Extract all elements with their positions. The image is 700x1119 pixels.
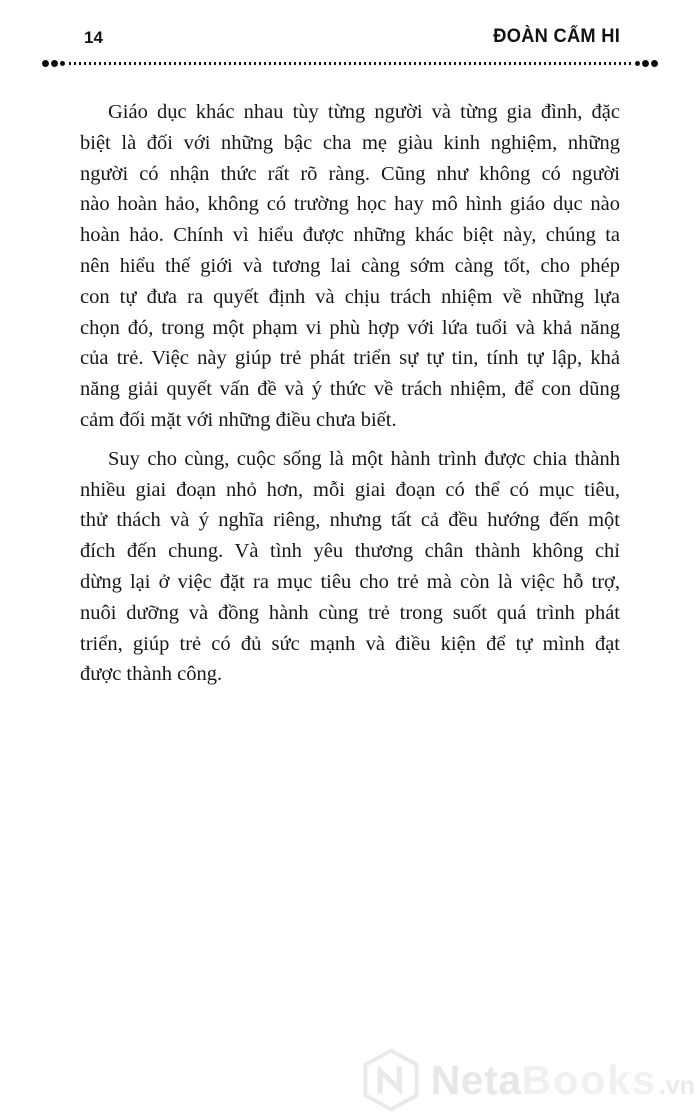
text-line: nên hiểu thế giới và tương lai càng sớm càng tốt, cho phép <box>80 254 620 277</box>
netabooks-watermark <box>359 1047 695 1113</box>
text-line: biệt là đối với những bậc cha mẹ giàu kinh nghiệm, những <box>80 131 620 154</box>
text-line: năng giải quyết vấn đề và ý thức về trách nhiệm, để con dũng <box>80 378 620 401</box>
hexagon-n-logo-icon <box>359 1047 423 1113</box>
text-line: của trẻ. Việc này giúp trẻ phát triển sự tự tin, tính tự lập, khả <box>80 347 620 370</box>
text-line: đích đến chung. Và tình yêu thương chân thành không chỉ <box>80 540 620 563</box>
text-line: Suy cho cùng, cuộc sống là một hành trình được chia thành <box>108 447 620 470</box>
paragraph-2 <box>80 444 620 690</box>
text-line: hoàn hảo. Chính vì hiểu được những khác biệt này, chúng ta <box>80 224 620 247</box>
text-line: triển, giúp trẻ có đủ sức mạnh và điều kiện để tự mình đạt <box>80 632 620 655</box>
header-divider <box>42 59 658 67</box>
text-line: thử thách và ý nghĩa riêng, nhưng tất cả đều hướng đến một <box>80 509 620 532</box>
divider-dotted-line <box>69 62 631 65</box>
text-line: nuôi dưỡng và đồng hành cùng trẻ trong suốt quá trình phát <box>80 601 620 624</box>
divider-right-dots <box>635 60 658 67</box>
text-line: nào hoàn hảo, không có trường học hay mô hình giáo dục nào <box>80 193 620 216</box>
watermark-books: Books <box>521 1056 657 1103</box>
page-number: 14 <box>84 28 103 47</box>
text-line: cảm đối mặt với những điều chưa biết. <box>80 408 397 431</box>
page-header <box>0 0 700 48</box>
watermark-brand-text <box>431 1057 695 1104</box>
watermark-tld: .vn <box>658 1071 695 1100</box>
text-line: Giáo dục khác nhau tùy từng người và từng gia đình, đặc <box>108 101 620 123</box>
text-line: được thành công. <box>80 663 223 686</box>
watermark-neta: Neta <box>430 1056 522 1103</box>
paragraph-1 <box>80 97 620 436</box>
text-line: chọn đó, trong một phạm vi phù hợp với lứa tuổi và khả năng <box>80 316 620 339</box>
text-line: dừng lại ở việc đặt ra mục tiêu cho trẻ mà còn là việc hỗ trợ, <box>80 570 620 593</box>
text-line: nhiều giai đoạn nhỏ hơn, mỗi giai đoạn có thể có mục tiêu, <box>80 478 620 501</box>
text-line: con tự đưa ra quyết định và chịu trách nhiệm về những lựa <box>80 285 620 308</box>
page-body-text <box>80 97 620 690</box>
divider-left-dots <box>42 60 65 67</box>
running-head-author: ĐOÀN CẨM HI <box>493 26 620 47</box>
text-line: người có nhận thức rất rõ ràng. Cũng như không có người <box>80 162 620 185</box>
